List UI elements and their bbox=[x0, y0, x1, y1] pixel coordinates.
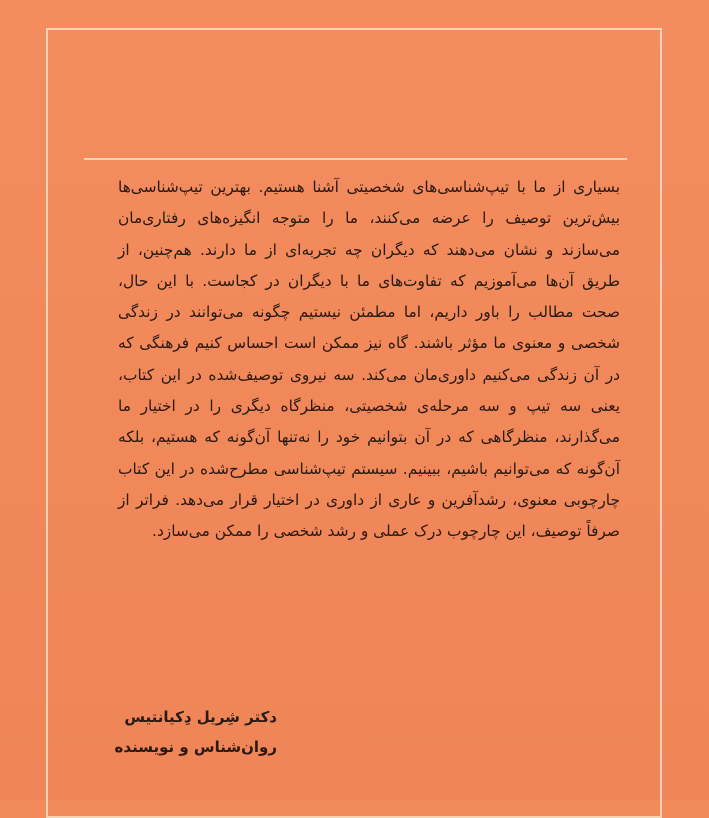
blurb-paragraph: بسیاری از ما با تیپ‌شناسی‌های شخصیتی آشنا هستیم. بهترین تیپ‌شناسی‌ها بیش‌ترین توصیف را عرضه می‌کنند، ما را متوجه انگیزه‌های رفتاری‌مان می‌سازند و نشان می‌دهند که دیگران چه تجربه‌ای از ما دارند. هم‌چنین، از طریق آن‌ها می‌آموزیم که تفاوت‌های ما با دیگران در کجاست. با این حال، صحت مطالب را باور داریم، اما مطمئن نیستیم چگونه می‌توانند در زندگی شخصی و معنوی ما مؤثر باشند. گاه نیز ممکن است احساس کنیم فرهنگی که در آن زندگی می‌کنیم داوری‌مان می‌کند. سه نیروی توصیف‌شده در این کتاب، یعنی سه تیپ و سه مرحله‌ی شخصیتی، منظرگاه دیگری را در اختیار ما می‌گذارند، منظرگاهی که در آن بتوانیم خود را نه‌تنها آن‌گونه که هستیم، بلکه آن‌گونه که می‌توانیم باشیم، ببینیم. سیستم تیپ‌شناسی مطرح‌شده در این کتاب چارچوبی معنوی، رشدآفرین و عاری از داوری در اختیار قرار می‌دهد. فراتر از صرفاً توصیف، این چارچوب درک عملی و رشد شخصی را ممکن می‌سازد. bbox=[118, 178, 620, 541]
author-title: روان‌شناس و نویسنده bbox=[114, 738, 277, 756]
top-divider-line bbox=[84, 158, 627, 160]
author-name: دکتر شِریل دِکیانتیس bbox=[124, 708, 277, 726]
author-signature bbox=[115, 702, 277, 762]
